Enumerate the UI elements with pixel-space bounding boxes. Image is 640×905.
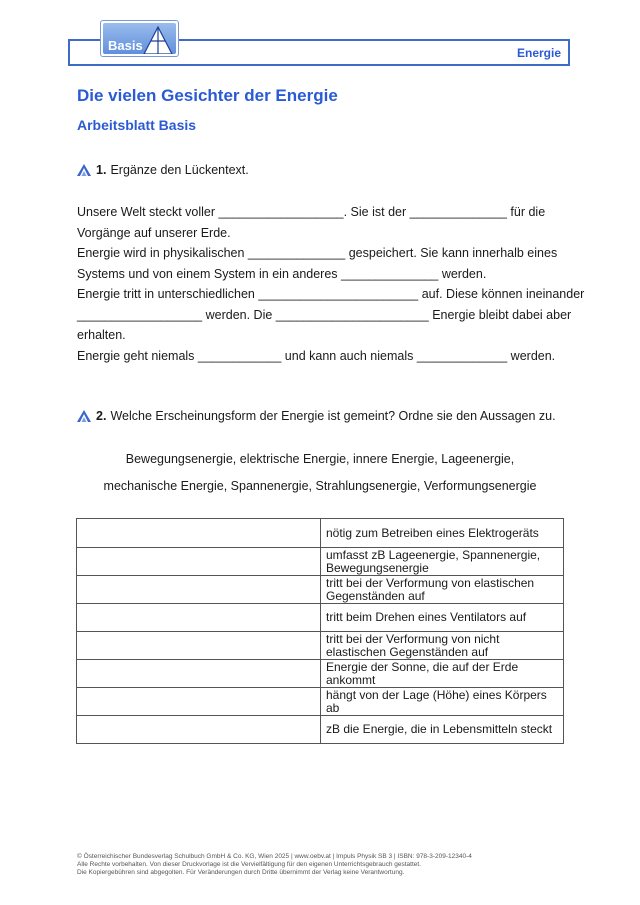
table-row [77,604,564,632]
table-row [77,576,564,604]
pyramid-icon [143,26,173,54]
cloze-line: __________________ werden. Die ______________________ Energie bleibt dabei aber [77,307,572,322]
task1-instruction: Ergänze den Lückentext. [110,163,249,177]
answer-cell[interactable] [77,716,321,744]
cloze-text [77,202,585,366]
answer-cell[interactable] [77,548,321,576]
footer-line-2: Alle Rechte vorbehalten. Von dieser Druckvorlage ist die Vervielfältigung für den eigenen Unterrichtsgebrauch gestattet. [77,861,421,868]
task2-number: 2. [96,409,107,423]
footer [77,853,472,877]
statement-cell: zB die Energie, die in Lebensmitteln steckt [321,716,564,744]
answer-cell[interactable] [77,604,321,632]
table-row [77,688,564,716]
terms-line-2: mechanische Energie, Spannenergie, Strahlungsenergie, Verformungsenergie [103,479,537,493]
statement-cell: tritt bei der Verformung von nicht elastischen Gegenständen auf [321,632,564,660]
basis-logo [100,20,179,57]
cloze-line: Energie tritt in unterschiedlichen _______________________ auf. Diese können ineinander [77,287,585,301]
task2-instruction: Welche Erscheinungsform der Energie ist gemeint? Ordne sie den Aussagen zu. [110,409,556,423]
page-subtitle: Arbeitsblatt Basis [77,117,197,133]
cloze-line: Energie wird in physikalischen ______________ gespeichert. Sie kann innerhalb eines [77,246,558,260]
cloze-line: erhalten. [77,328,126,342]
cloze-line: Systems und von einem System in ein anderes ______________ werden. [77,266,487,281]
task1-heading [77,163,249,177]
answer-cell[interactable] [77,688,321,716]
mountain-triangle-icon [77,163,92,177]
statement-cell: umfasst zB Lageenergie, Spannenergie, Bewegungsenergie [321,548,564,576]
table-row [77,660,564,688]
answer-cell[interactable] [77,519,321,548]
answer-cell[interactable] [77,632,321,660]
statement-cell: tritt bei der Verformung von elastischen Gegenständen auf [321,576,564,604]
statement-cell: nötig zum Betreiben eines Elektrogeräts [321,519,564,548]
page-title: Die vielen Gesichter der Energie [77,86,338,105]
logo-text: Basis [108,38,143,53]
cloze-line: Energie geht niemals ____________ und kann auch niemals _____________ werden. [77,348,556,363]
footer-line-3: Die Kopiergebühren sind abgegolten. Für Veränderungen durch Dritte übernimmt der Verlag keine Verantwortung. [77,869,405,876]
table-row [77,716,564,744]
statement-cell: Energie der Sonne, die auf der Erde ankommt [321,660,564,688]
answer-cell[interactable] [77,660,321,688]
answer-cell[interactable] [77,576,321,604]
mountain-triangle-icon [77,409,92,423]
terms-line-1: Bewegungsenergie, elektrische Energie, innere Energie, Lageenergie, [125,452,515,466]
task1-number: 1. [96,163,107,177]
table-row [77,632,564,660]
assignment-table [76,518,564,744]
table-row [77,519,564,548]
table-row [77,548,564,576]
cloze-line: Vorgänge auf unserer Erde. [77,225,231,240]
footer-line-1: © Österreichischer Bundesverlag Schulbuch GmbH & Co. KG, Wien 2025 | www.oebv.at | Impuls Physik SB 3 | ISBN: 978-3-209-12340-4 [77,853,472,860]
cloze-line: Unsere Welt steckt voller __________________. Sie ist der ______________ für die [77,205,546,219]
header-subject: Energie [516,46,561,60]
statement-cell: hängt von der Lage (Höhe) eines Körpers ab [321,688,564,716]
statement-cell: tritt beim Drehen eines Ventilators auf [321,604,564,632]
task2-heading [77,409,556,423]
